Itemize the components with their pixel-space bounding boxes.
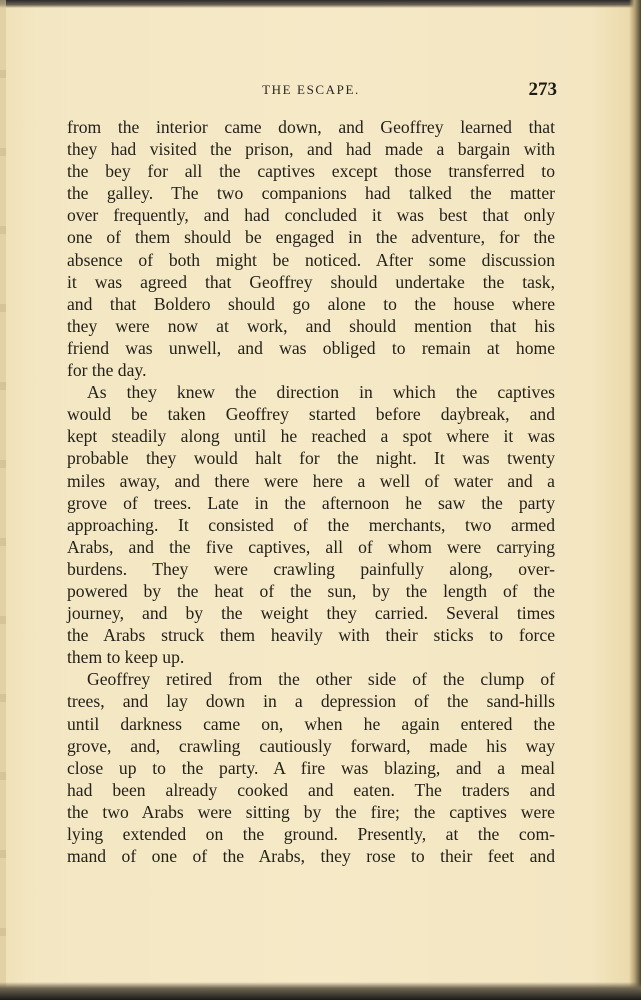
text-line: kept steadily along until he reached a spot where it was — [67, 426, 555, 447]
text-line: mand of one of the Arabs, they rose to their feet and — [67, 846, 555, 867]
text-line: grove of trees. Late in the afternoon he saw the party — [67, 492, 555, 513]
text-line: had been already cooked and eaten. The traders and — [67, 779, 555, 800]
text-line: Geoffrey retired from the other side of the clump of — [87, 669, 555, 690]
text-line: for the day. — [67, 360, 147, 381]
text-line: close up to the party. A fire was blazing, and a meal — [67, 757, 555, 778]
text-line: approaching. It consisted of the merchants, two armed — [67, 514, 555, 535]
body-text — [67, 116, 555, 867]
text-line: the galley. The two companions had talked the matter — [67, 183, 555, 204]
text-line: over frequently, and had concluded it was best that only — [67, 205, 555, 226]
running-head — [67, 79, 557, 104]
page-bottom-shadow — [0, 982, 641, 1000]
page-right-edge — [629, 0, 641, 1000]
text-line: powered by the heat of the sun, by the length of the — [67, 580, 555, 601]
text-line: friend was unwell, and was obliged to remain at home — [67, 337, 555, 358]
text-line: one of them should be engaged in the adventure, for the — [67, 227, 555, 248]
text-line: from the interior came down, and Geoffrey learned that — [67, 117, 555, 137]
text-line: they were now at work, and should mention that his — [67, 315, 555, 336]
text-line: grove, and, crawling cautiously forward, made his way — [67, 735, 555, 756]
text-line: and that Boldero should go alone to the house where — [67, 293, 555, 314]
text-line: trees, and lay down in a depression of the sand-hills — [67, 691, 555, 712]
text-line: probable they would halt for the night. It was twenty — [67, 448, 555, 469]
text-line: they had visited the prison, and had made a bargain with — [67, 139, 555, 160]
text-line: until darkness came on, when he again entered the — [67, 713, 555, 734]
page-top-shadow — [0, 0, 641, 8]
text-line: absence of both might be noticed. After some discussion — [67, 249, 555, 270]
text-line: it was agreed that Geoffrey should undertake the task, — [67, 271, 555, 292]
text-line: As they knew the direction in which the captives — [87, 382, 555, 403]
text-line: burdens. They were crawling painfully along, over- — [67, 558, 555, 579]
text-line: the Arabs struck them heavily with their sticks to force — [67, 625, 555, 646]
text-line: journey, and by the weight they carried. Several times — [67, 603, 555, 624]
page-number: 273 — [528, 79, 557, 100]
text-line: the bey for all the captives except those transferred to — [67, 161, 555, 182]
text-line: lying extended on the ground. Presently, at the com- — [67, 824, 555, 844]
text-line: them to keep up. — [67, 647, 185, 668]
text-line: Arabs, and the five captives, all of whom were carrying — [67, 536, 555, 557]
text-line: the two Arabs were sitting by the fire; the captives were — [67, 801, 555, 822]
text-line: would be taken Geoffrey started before daybreak, and — [67, 404, 555, 425]
running-head-title: THE ESCAPE. — [262, 82, 360, 97]
text-line: miles away, and there were here a well of water and a — [67, 470, 555, 491]
page-left-edge — [0, 0, 6, 1000]
